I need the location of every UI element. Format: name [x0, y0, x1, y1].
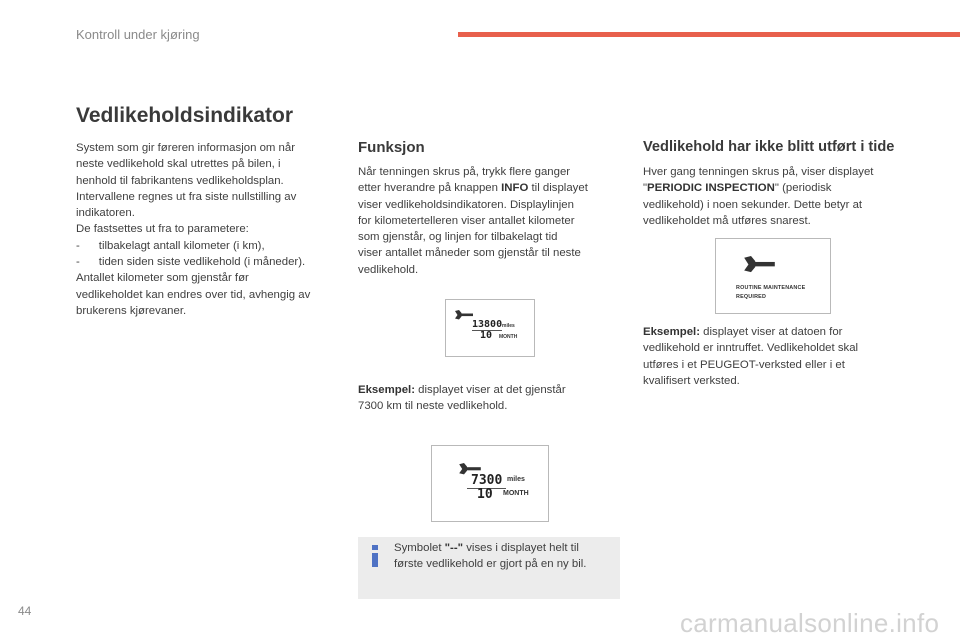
months-value: 10: [477, 487, 493, 502]
example-line: kvalifisert verksted.: [643, 374, 740, 387]
months-unit: MONTH: [499, 334, 518, 340]
intro-line: System som gir føreren informasjon om når: [76, 142, 296, 154]
note-line: første vedlikehold er gjort på en ny bil.: [394, 558, 587, 571]
months-value: 10: [480, 330, 493, 341]
info-note-text: [394, 540, 616, 573]
example-label: Eksempel:: [643, 326, 700, 338]
example-line: vedlikehold er inntruffet. Vedlikeholdet skal: [643, 342, 859, 355]
wrench-icon: [455, 310, 473, 320]
wrench-icon: [743, 256, 776, 273]
quote-close: " (periodisk: [774, 182, 832, 195]
intro-text: [76, 140, 338, 319]
example-label: Eksempel:: [358, 384, 415, 396]
info-button-label: INFO: [501, 182, 529, 195]
mileage-unit: miles: [502, 323, 515, 329]
funksjon-text: [358, 164, 620, 278]
example-text-3: [643, 324, 913, 389]
overdue-line: [643, 180, 913, 196]
mileage-value: 7300: [467, 473, 506, 489]
example-line: utføres i et PEUGEOT-verksted eller i et: [643, 358, 845, 371]
overdue-line: vedlikehold) i noen sekunder. Dette betyr at: [643, 198, 863, 211]
maintenance-message-line1: ROUTINE MAINTENANCE: [736, 285, 806, 291]
example-line: [643, 324, 913, 340]
display-figure-1: [445, 299, 535, 357]
example-body: displayet viser at det gjenstår: [414, 384, 566, 396]
funksjon-line: viser antallet måneder som gjenstår til neste: [358, 247, 581, 260]
mileage-unit: miles: [507, 476, 525, 483]
mileage-value: 13800: [472, 319, 503, 330]
overdue-text: [643, 164, 913, 229]
note-pre: Symbolet: [394, 542, 445, 554]
intro-line: Intervallene regnes ut fra siste nullstilling av: [76, 190, 297, 203]
example-body: displayet viser at datoen for: [699, 326, 843, 338]
months-unit: MONTH: [503, 490, 529, 497]
quote-open: ": [643, 182, 648, 195]
funksjon-line: vedlikehold.: [358, 263, 419, 276]
watermark: carmanualsonline.info: [680, 608, 940, 638]
periodic-inspection-label: PERIODIC INSPECTION: [647, 182, 775, 195]
funksjon-line: for kilometertelleren viser antallet kilometer: [358, 214, 575, 227]
funksjon-line: Når tenningen skrus på, trykk flere ganger: [358, 166, 571, 178]
funksjon-line-pre: etter hverandre på knappen: [358, 182, 502, 195]
funksjon-line: som gjenstår, og linjen for tilbakelagt tid: [358, 231, 558, 244]
intro-line: brukerens kjørevaner.: [76, 304, 187, 317]
maintenance-message-line2: REQUIRED: [736, 294, 767, 300]
intro-line: indikatoren.: [76, 207, 135, 220]
funksjon-line-post: til displayet: [528, 182, 588, 195]
funksjon-heading: Funksjon: [358, 139, 425, 156]
note-line: [394, 540, 616, 556]
intro-line: De fastsettes ut fra to parametere:: [76, 223, 249, 236]
display-figure-2: [431, 445, 549, 522]
parameter-bullet: - tiden siden siste vedlikehold (i måneder).: [76, 256, 306, 269]
page-number: 44: [18, 604, 32, 618]
intro-line: vedlikeholdet kan endres over tid, avhengig av: [76, 288, 311, 301]
funksjon-line: viser vedlikeholdsindikatoren. Displaylinjen: [358, 198, 574, 211]
overdue-line: vedlikeholdet må utføres snarest.: [643, 214, 811, 227]
note-post: vises i displayet helt til: [463, 542, 579, 554]
page-title: Vedlikeholdsindikator: [76, 104, 294, 127]
funksjon-line: [358, 180, 620, 196]
display-figure-3: [715, 238, 831, 314]
example-text-1: [358, 382, 620, 415]
intro-line: neste vedlikehold skal utrettes på bilen, i: [76, 158, 281, 171]
intro-line: Antallet kilometer som gjenstår før: [76, 272, 249, 285]
header-accent-bar: [458, 32, 960, 37]
overdue-heading: Vedlikehold har ikke blitt utført i tide: [643, 139, 895, 155]
note-symbol: "--": [444, 542, 464, 554]
example-line: [358, 382, 620, 398]
section-title: Kontroll under kjøring: [76, 27, 200, 42]
info-icon: [369, 545, 381, 567]
example-line: 7300 km til neste vedlikehold.: [358, 400, 508, 413]
intro-line: henhold til fabrikantens vedlikeholdsplan.: [76, 174, 284, 187]
overdue-line: Hver gang tenningen skrus på, viser displayet: [643, 166, 874, 178]
parameter-bullet: - tilbakelagt antall kilometer (i km),: [76, 239, 265, 252]
